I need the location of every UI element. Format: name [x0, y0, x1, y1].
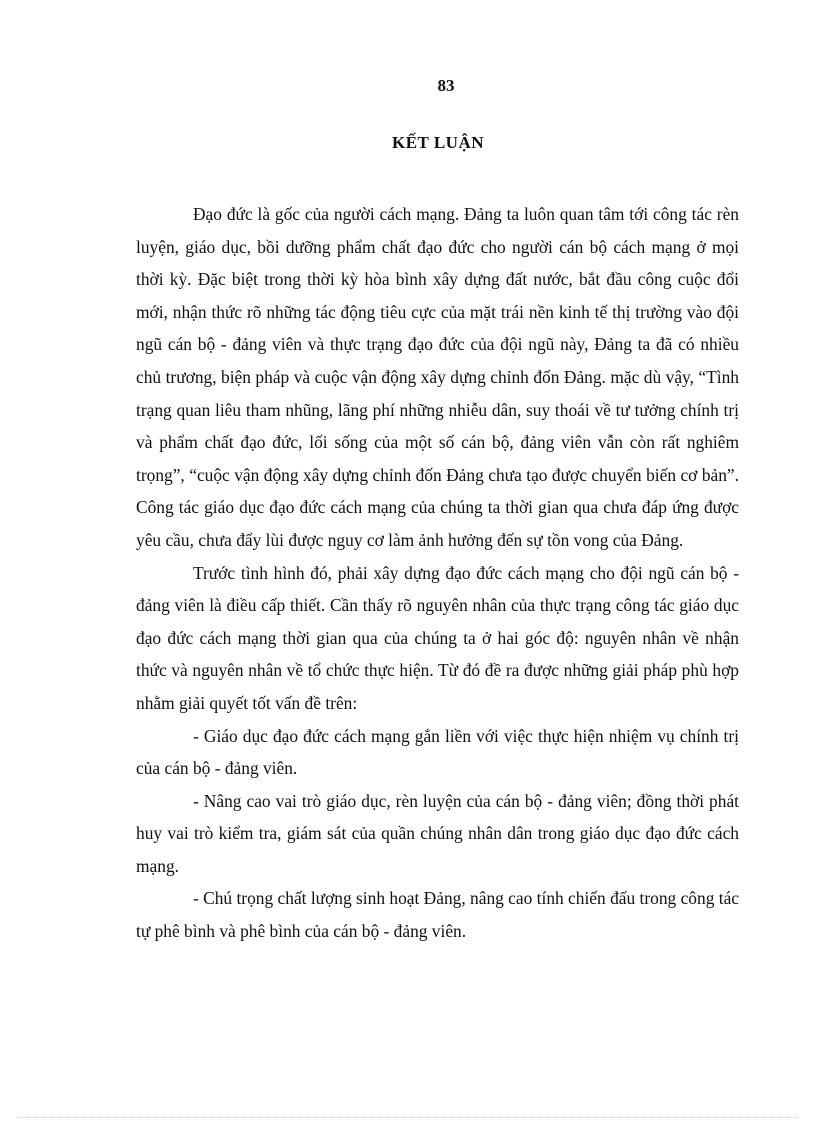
page-number: 83: [437, 76, 455, 95]
section-heading: KẾT LUẬN: [391, 133, 484, 152]
body-text: [136, 198, 739, 948]
list-item-solution-1: - Giáo dục đạo đức cách mạng gắn liền với việc thực hiện nhiệm vụ chính trị của cán bộ - đảng viên.: [136, 725, 739, 779]
list-item-solution-3: - Chú trọng chất lượng sinh hoạt Đảng, nâng cao tính chiến đấu trong công tác tự phê bình và phê bình của cán bộ - đảng viên.: [136, 888, 740, 942]
list-item-solution-2: - Nâng cao vai trò giáo dục, rèn luyện của cán bộ - đảng viên; đồng thời phát huy vai trò kiểm tra, giám sát của quần chúng nhân dân trong giáo dục đạo đức cách mạng.: [136, 790, 739, 876]
page-bottom-divider: [18, 1117, 798, 1118]
paragraph-intro: Đạo đức là gốc của người cách mạng. Đảng ta luôn quan tâm tới công tác rèn luyện, giáo dục, bồi dưỡng phẩm chất đạo đức cho người cán bộ cách mạng ở mọi thời kỳ. Đặc biệt trong thời kỳ hòa bình xây dựng đất nước, bắt đầu công cuộc đổi mới, nhận thức rõ những tác động tiêu cực của mặt trái nền kinh tế thị trường vào đội ngũ cán bộ - đảng viên và thực trạng đạo đức của đội ngũ này, Đảng ta đã có nhiều chủ trương, biện pháp và cuộc vận động xây dựng chỉnh đốn Đảng. mặc dù vậy, “Tình trạng quan liêu tham nhũng, lãng phí những nhiễu dân, suy thoái về tư tưởng chính trị và phẩm chất đạo đức, lối sống của một số cán bộ, đảng viên vẫn còn rất nghiêm trọng”, “cuộc vận động xây dựng chỉnh đốn Đảng chưa tạo được chuyển biến cơ bản”. Công tác giáo dục đạo đức cách mạng của chúng ta thời gian qua chưa đáp ứng được yêu cầu, chưa đẩy lùi được nguy cơ làm ảnh hưởng đến sự tồn vong của Đảng.: [136, 204, 739, 550]
paragraph-solutions-intro: Trước tình hình đó, phải xây dựng đạo đức cách mạng cho đội ngũ cán bộ - đảng viên là điều cấp thiết. Cần thấy rõ nguyên nhân của thực trạng công tác giáo dục đạo đức cách mạng thời gian qua của chúng ta ở hai góc độ: nguyên nhân về nhận thức và nguyên nhân về tổ chức thực hiện. Từ đó đề ra được những giải pháp phù hợp nhằm giải quyết tốt vấn đề trên:: [136, 562, 739, 713]
